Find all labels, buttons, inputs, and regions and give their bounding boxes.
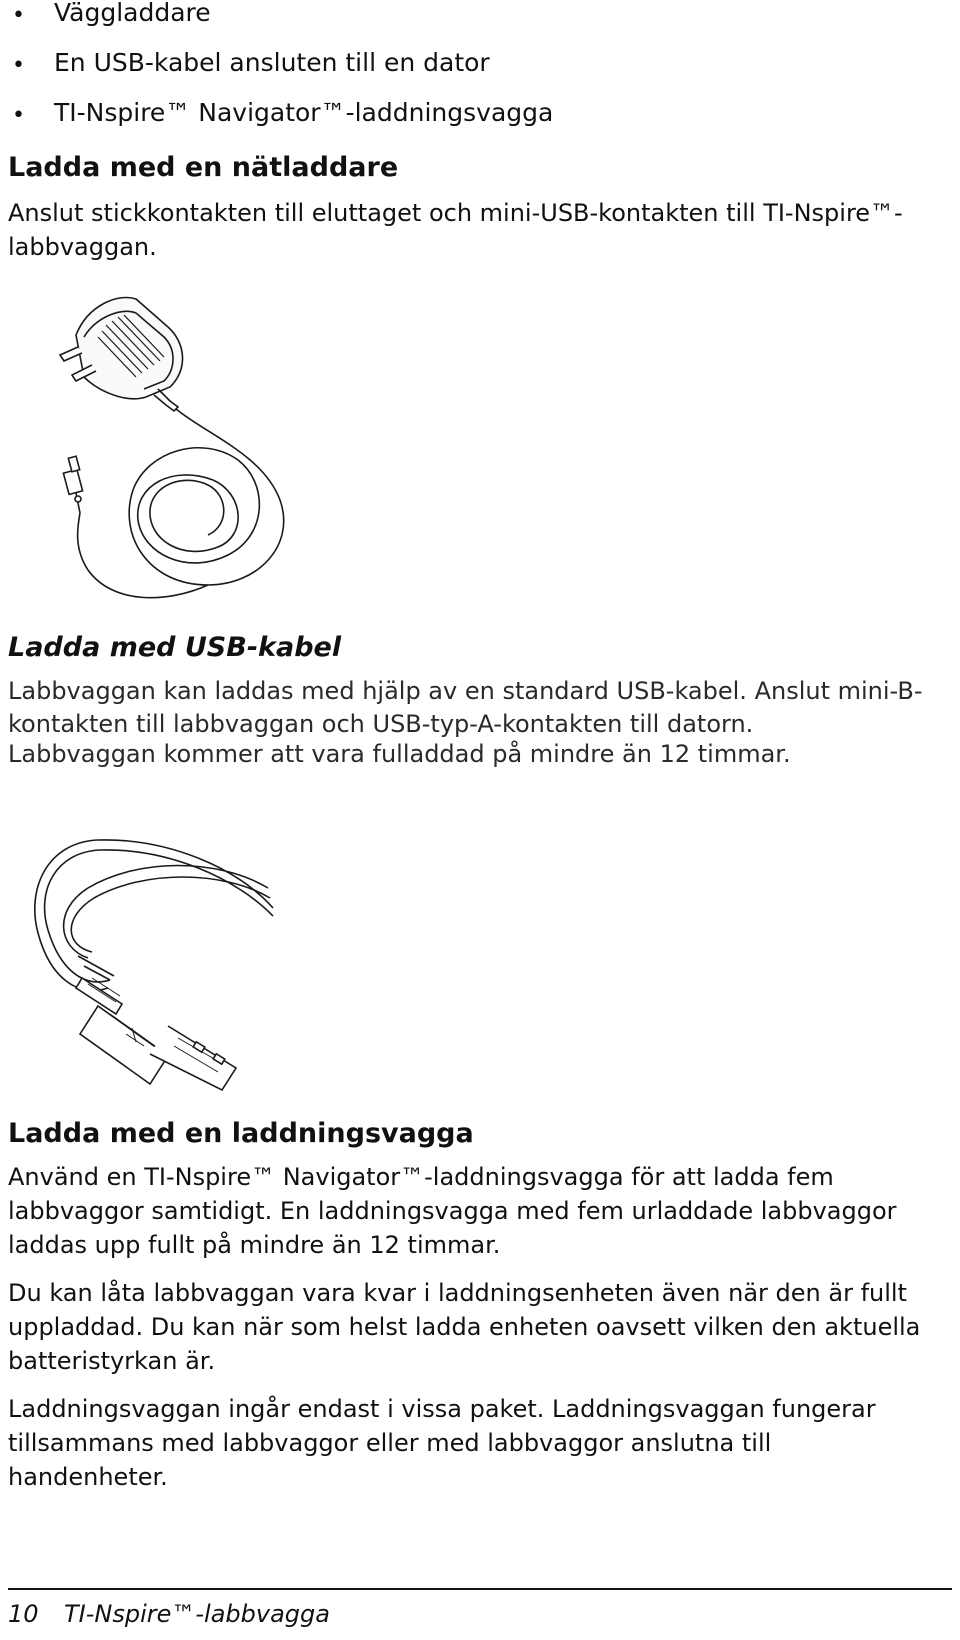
page-number: 10 bbox=[8, 1600, 39, 1628]
section-heading-usb-cable: Ladda med USB-kabel bbox=[8, 632, 342, 663]
page-footer bbox=[8, 1600, 330, 1628]
section-body-cradle-3: Laddningsvaggan ingår endast i vissa paket. Laddningsvaggan fungerar tillsammans med labbvaggor eller med labbvaggor anslutna till handenheter. bbox=[8, 1395, 876, 1491]
usb-cable-icon bbox=[18, 828, 278, 1093]
list-item-text: Väggladdare bbox=[54, 0, 211, 27]
section-body-cradle-2: Du kan låta labbvaggan vara kvar i laddningsenheten även när den är fullt uppladdad. Du kan när som helst ladda enheten oavsett vilken den aktuella batteristyrkan är. bbox=[8, 1279, 921, 1375]
list-item-text: En USB-kabel ansluten till en dator bbox=[54, 48, 490, 77]
footer-title: TI-Nspire™-labbvagga bbox=[64, 1600, 330, 1628]
section-heading-charging-cradle: Ladda med en laddningsvagga bbox=[8, 1118, 474, 1149]
bullet-icon: • bbox=[12, 53, 25, 78]
wall-charger-illustration bbox=[18, 285, 318, 610]
section-heading-wall-charger: Ladda med en nätladdare bbox=[8, 152, 399, 183]
section-body-usb-timing: Labbvaggan kommer att vara fulladdad på mindre än 12 timmar. bbox=[8, 740, 791, 768]
section-body-wall-charger: Anslut stickkontakten till eluttaget och mini-USB-kontakten till TI-Nspire™-labbvaggan. bbox=[8, 199, 903, 261]
bullet-icon: • bbox=[12, 103, 25, 128]
list-item-text: TI-Nspire™ Navigator™-laddningsvagga bbox=[54, 98, 554, 127]
section-body-usb-cable: Labbvaggan kan laddas med hjälp av en standard USB-kabel. Anslut mini-B-kontakten till labbvaggan och USB-typ-A-kontakten till datorn. bbox=[8, 677, 923, 738]
usb-cable-illustration bbox=[18, 828, 278, 1093]
bullet-icon: • bbox=[12, 3, 25, 28]
section-body-cradle-1: Använd en TI-Nspire™ Navigator™-laddningsvagga för att ladda fem labbvaggor samtidigt. En laddningsvagga med fem urladdade labbvaggor laddas upp fullt på mindre än 12 timmar. bbox=[8, 1163, 897, 1259]
wall-charger-icon bbox=[18, 285, 318, 610]
footer-divider bbox=[8, 1588, 952, 1590]
